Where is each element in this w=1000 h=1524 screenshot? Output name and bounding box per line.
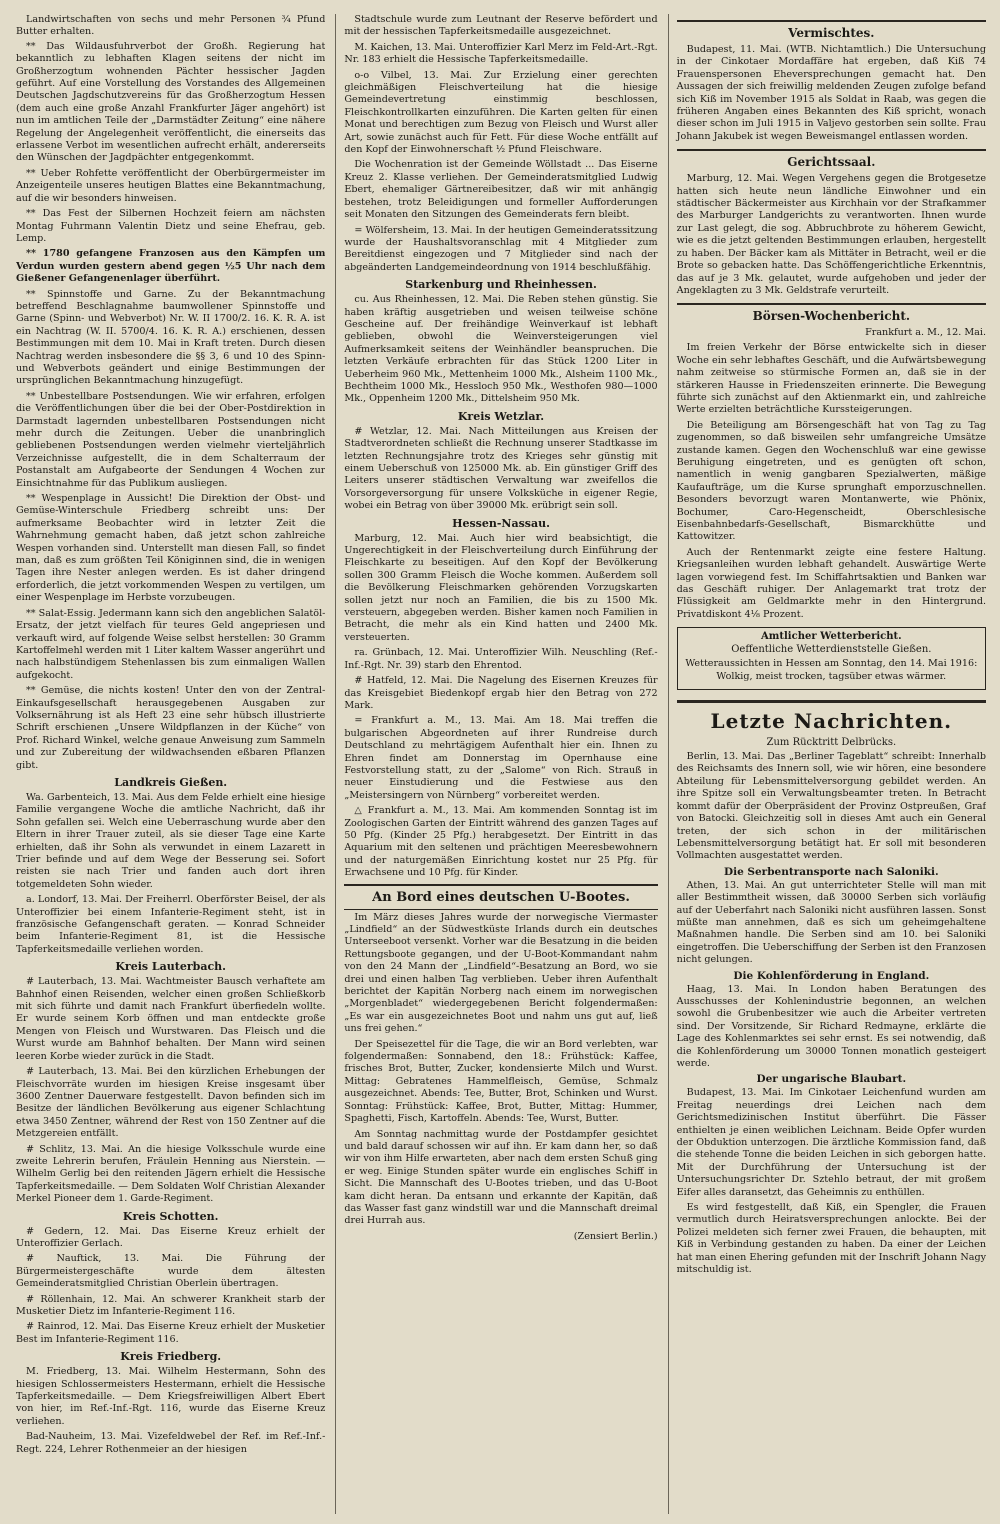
article-marburg: Marburg, 12. Mai. Auch hier wird beabsichtigt, die Ungerechtigkeit in der Fleischverteilung durch Einführung der Fleischkarte zu beseitigen. Auf den Kopf der Bevölkerung sollen 300 Gramm Fleisch die Woche kommen. Außerdem soll die Bevölkerung Fleischmarken gehörenden Vorzugskarten sollen jetzt nur noch an Familien, die bis zu 1500 Mk. versteuern, abgegeben werden. Bisher kamen noch Familien in Betracht, die mehr als ein Kind hatten und 2400 Mk. versteuerten.	[344, 532, 658, 643]
article-uboot-3: Am Sonntag nachmittag wurde der Postdampfer gesichtet und bald darauf schossen wir auf ihn. Er kam dann her, so daß wir von ihm Hilfe erwarteten, aber nach dem ersten Schuß ging er weg. Einige Stunden später wurde ein englisches Schiff in Sicht. Die Mannschaft des U-Bootes trieben, und das U-Boot kam dicht heran. Da entsann und erkannte der Kapitän, daß das Wasser fast ganz windstill war und die Mannschaft dreimal drei Hurrah aus.	[344, 1128, 658, 1227]
article-kaichen: M. Kaichen, 13. Mai. Unteroffizier Karl Merz im Feld-Art.-Rgt. Nr. 183 erhielt die Hessische Tapferkeitsmedaille.	[344, 41, 658, 66]
boerse-location: Frankfurt a. M., 12. Mai.	[865, 327, 987, 339]
article-berlin: Berlin, 13. Mai. Das „Berliner Tageblatt“ schreibt: Innerhalb des Reichsamts des Innern soll, wie wir hören, eine besondere Abteilung für Lebensmittelversorgung gebildet werden. An ihre Spitze soll ein Verwaltungsbeamter treten. In Betracht kommt dafür der Oberpräsident der Provinz Ostpreußen, Graf von Batocki. Gleichzeitig soll in dieses Amt auch ein General treten, der sich schon in der militärischen Lebensmittelversorgung betätigt hat. Er soll mit besonderen Vollmachten ausgestattet werden.	[676, 751, 987, 862]
article-uboot-1: Im März dieses Jahres wurde der norwegische Viermaster „Lindfield“ an der Südwestküste Irlands durch ein deutsches Unterseeboot versenkt. Vorher war die Besatzung in die beiden Rettungsboote gegangen, und der U-Boot-Kommandant nahm von den 24 Mann der „Lindfield“-Besatzung an Bord, wo sie drei und einen halben Tag verblieben. Ueber ihren Aufenthalt berichtet der Kapitän Norberg nach einem im norwegischen „Morgenbladet“ wiedergegebenen Bericht folgendermaßen: „Es war ein ausgezeichnetes Boot und nahm uns gut auf, ließ uns frei gehen.“	[344, 911, 658, 1035]
article-schlitz: # Schlitz, 13. Mai. An die hiesige Volksschule wurde eine zweite Lehrerin berufen, Fräulein Henning aus Nierstein. — Wilhelm Gerlig bei den reitenden Jägern erhielt die Hessische Tapferkeitsmedaille. — Dem Soldaten Wolf Christian Alexander Merkel Pioneer dem 1. Garde-Regiment.	[16, 1143, 326, 1205]
article-gefangene: ** 1780 gefangene Franzosen aus den Kämpfen um Verdun wurden gestern abend gegen ½5 Uhr nach dem Gießener Gefangenenlager überführt.	[16, 248, 326, 285]
weather-title: Amtlicher Wetterbericht.	[761, 631, 902, 643]
weather-subtitle: Oeffentliche Wetterdienststelle Gießen.	[731, 644, 932, 656]
top-fragment: Landwirtschaften von sechs und mehr Personen ¾ Pfund Butter erhalten.	[16, 14, 326, 38]
article-gemuese: ** Gemüse, die nichts kosten! Unter den von der Zentral-Einkaufsgesellschaft herausgegebenen Ausgaben zur Volksernährung ist als Heft 23 eine sehr hübsch illustrierte Schrift erschienen „Unsere Wildpflanzen in der Küche“ von Prof. Richard Winkel, welche genaue Anweisung zum Sammeln und zur Zubereitung der wildwachsenden eßbaren Pflanzen gibt.	[16, 685, 326, 771]
heading-gerichtssaal: Gerichtssaal.	[677, 149, 986, 169]
heading-uboot: An Bord eines deutschen U-Bootes.	[344, 884, 657, 910]
article-rohfette: ** Ueber Rohfette veröffentlicht der Oberbürgermeister im Anzeigenteile unseres heutigen Blattes eine Bekanntmachung, auf die wir besonders hinweisen.	[16, 167, 326, 204]
article-wetzlar: # Wetzlar, 12. Mai. Nach Mitteilungen aus Kreisen der Stadtverordneten schließt die Rechnung unserer Stadtkasse im letzten Rechnungsjahre trotz des Krieges sehr günstig mit einem Ueberschuß von 125000 Mk. ab. Ein günstiger Griff des Leiters unserer städtischen Verwaltung war zweifellos die Vorsorgeversorgung für unsere Volksküche in eigener Regie, wobei ein Betrag von über 39000 Mk. erübrigt sein soll.	[344, 425, 658, 512]
article-garbenteich: Wa. Garbenteich, 13. Mai. Aus dem Felde erhielt eine hiesige Familie vergangene Woche die amtliche Nachricht, daß ihr Sohn gefallen sei. Welch eine Ueberraschung wurde aber den Eltern in ihrer Trauer zuteil, als sie dieser Tage eine Karte erhielten, daß ihr Sohn als verwundet in einem Lazarett in Trier befinde und auf dem Wege der Besserung sei. Sofort reisten sie nach Trier und fanden auch dort ihren totgemeldeten Sohn wieder.	[16, 791, 326, 890]
article-vilbel: o-o Vilbel, 13. Mai. Zur Erzielung einer gerechten gleichmäßigen Fleischverteilung hat die hiesige Gemeindevertretung einstimmig beschlossen, Fleischkontrollkarten einzuführen. Die Karten gelten für einen Monat und berechtigen zum Bezug von Fleisch und Wurst aller Art, sowie zunächst auch für Fett. Für diese Woche entfällt auf den Kopf der Einwohnerschaft ½ Pfund Fleischware.	[344, 69, 658, 156]
article-wespenplage: ** Wespenplage in Aussicht! Die Direktion der Obst- und Gemüse-Winterschule Friedberg schreibt uns: Der aufmerksame Beobachter wird in letzter Zeit die Wahrnehmung gemacht haben, daß jetzt schon zahlreiche Wespen vorhanden sind. Unterstellt man diesen Fall, so findet man, daß es zum größten Teil Königinnen sind, die in wenigen Tagen ihre Nester anlegen werden. Es ist daher dringend erforderlich, die jetzt vorkommenden Wespen zu vertilgen, um einer Wespenplage im Herbste vorzubeugen.	[16, 493, 326, 604]
article-uboot-2: Der Speisezettel für die Tage, die wir an Bord verlebten, war folgendermaßen: Sonnabend, den 18.: Frühstück: Kaffee, frisches Brot, Butter, Zucker, kondensierte Milch und Wurst. Mittag: Gebratenes Hammelfleisch, Gemüse, Schmalz ausgezeichnet. Abends: Tee, Butter, Brot, Schinken und Wurst. Sonntag: Frühstück: Kaffee, Brot, Butter, Mittag: Hummer, Spaghetti, Fisch, Kartoffeln. Abends: Tee, Wurst, Butter.	[344, 1038, 658, 1125]
article-wildausfuhr: ** Das Wildausfuhrverbot der Großh. Regierung hat bekanntlich zu lebhaften Klagen seitens der nicht im Großherzogtum wohnenden Pächter hessischer Jagden geführt. Auf eine Vorstellung des Vorstandes des Allgemeinen Deutschen Jagdschutzvereins für das Großherzogtum Hessen (dem auch eine große Anzahl Frankfurter Jäger angehört) ist nun im amtlichen Teile der „Darmstädter Zeitung“ eine nähere Regelung der Angelegenheit veröffentlicht, die einerseits das erlassene Verbot im wesentlichen aufrecht erhält, andererseits den Wünschen der Jagdpächter entgegenkommt.	[16, 40, 326, 164]
heading-starkenburg: Starkenburg und Rheinhessen.	[405, 278, 597, 292]
article-boerse-2: Die Beteiligung am Börsengeschäft hat von Tag zu Tag zugenommen, so daß bisweilen sehr umfangreiche Umsätze zustande kamen. Gegen den Wochenschluß war eine gewisse Beruhigung eingetreten, und es genügten oft schon, namentlich in wenig gangbaren Spezialwerten, mäßige Kaufaufträge, um die Kurse sprunghaft emporzuschnellen. Besonders bevorzugt waren Montanwerte, wie Phönix, Bochumer, Caro-Hegenscheidt, Oberschlesische Eisenbahnbedarfs-Gesellschaft, Bismarckhütte und Kattowitzer.	[676, 419, 987, 543]
article-boerse-3: Auch der Rentenmarkt zeigte eine festere Haltung. Kriegsanleihen wurden lebhaft gehandelt. Auswärtige Werte lagen vorwiegend fest. Im Schiffahrtsaktien und Banken war das Geschäft ruhiger. Der Anlagemarkt trat trotz der Flüssigkeit am Geldmarkte mehr in den Hintergrund. Privatdiskont 4⅛ Prozent.	[676, 546, 987, 620]
article-lauterbach-2: # Lauterbach, 13. Mai. Bei den kürzlichen Erhebungen der Fleischvorräte wurden im hiesigen Kreise insgesamt über 3600 Zentner Dauerware festgestellt. Davon befinden sich im Besitze der ländlichen Bevölkerung aus eigener Schlachtung etwa 3450 Zentner, während der Rest von 150 Zentner auf die Metzgereien entfällt.	[16, 1066, 326, 1140]
article-postsendungen: ** Unbestellbare Postsendungen. Wie wir erfahren, erfolgen die Veröffentlichungen über die bei der Ober-Postdirektion in Darmstadt lagernden unbestellbaren Postsendungen nicht mehr durch die Zeitungen. Ueber die unanbringlich gebliebenen Postsendungen werden vielmehr vierteljährlich Verzeichnisse aufgestellt, die in dem Schalterraum der Postanstalt am Aufgabeorte der Sendungen 4 Wochen zur Einsichtnahme für das Publikum ausliegen.	[16, 390, 326, 489]
article-hatfeld: # Hatfeld, 12. Mai. Die Nagelung des Eisernen Kreuzes für das Kreisgebiet Biedenkopf ergab hier den Betrag von 272 Mark.	[344, 675, 658, 711]
heading-kohlenfoerderung: Die Kohlenförderung in England.	[733, 969, 930, 982]
article-londorf: a. Londorf, 13. Mai. Der Freiherrl. Oberförster Beisel, der als Unteroffizier bei einem Infanterie-Regiment steht, ist in französische Gefangenschaft geraten. — Konrad Schneider beim Infanterie-Regiment 81, ist die Hessische Tapferkeitsmedaille verliehen worden.	[16, 894, 326, 955]
heading-blaubart: Der ungarische Blaubart.	[756, 1073, 907, 1086]
heading-kreis-friedberg: Kreis Friedberg.	[120, 1350, 222, 1364]
article-gruenbach: ra. Grünbach, 12. Mai. Unteroffizier Wilh. Neuschling (Ref.-Inf.-Rgt. Nr. 39) starb den Ehrentod.	[344, 647, 658, 671]
column-middle	[335, 14, 657, 1514]
latest-subheading: Zum Rücktritt Delbrücks.	[766, 737, 897, 749]
heading-serbentransporte: Die Serbentransporte nach Saloniki.	[723, 865, 939, 878]
article-budapest-2: Budapest, 13. Mai. Im Cinkotaer Leichenfund wurden am Freitag neuerdings drei Leichen nach dem Gerichtsmedizinischen Institut überführt. Die Fässer enthielten je einen weiblichen Leichnam. Beide Opfer wurden der Obduktion unterzogen. Die ärztliche Kommission fand, daß die stehende Tonne die beiden Leichen in sich geborgen hatte. Mit der Durchführung der Untersuchung ist der Untersuchungsrichter Dr. Sztehlo betraut, der mit großem Eifer alles daransetzt, das Geheimnis zu enthüllen.	[676, 1087, 987, 1198]
heading-vermischtes: Vermischtes.	[677, 20, 986, 40]
article-salatessig: ** Salat-Essig. Jedermann kann sich den angeblichen Salatöl-Ersatz, der jetzt vielfach für teures Geld angepriesen und verkauft wird, auf folgende Weise selbst herstellen: 30 Gramm Kartoffelmehl werden mit 1 Liter kaltem Wasser angerührt und nach halbstündigem Stehenlassen bis zum einmaligen Wallen aufgekocht.	[16, 607, 326, 681]
article-frankfurt-1: = Frankfurt a. M., 13. Mai. Am 18. Mai treffen die bulgarischen Abgeordneten auf ihrer Rundreise durch Deutschland zu mehrtägigem Aufenthalt hier ein. Ihnen zu Ehren findet am Donnerstag im Opernhause eine Festvorstellung statt, zu der „Salome“ von Rich. Strauß in neuer Einstudierung und die Festwiese aus den „Meistersingern von Nürnberg“ vorbereitet werden.	[344, 715, 658, 801]
source-note: (Zensiert Berlin.)	[573, 1230, 658, 1242]
columns	[16, 14, 986, 1514]
article-haag: Haag, 13. Mai. In London haben Beratungen des Ausschusses der Kohlenindustrie begonnen, an welchen sowohl die Grubenbesitzer wie auch die Arbeiter vertreten sind. Der Vorsitzende, Sir Richard Redmayne, erklärte die Lage des Kohlenmarktes sei sehr ernst. Es sei notwendig, daß die Kohlenförderung um 30000 Tonnen monatlich gesteigert werde.	[676, 983, 987, 1069]
article-budapest-1: Budapest, 11. Mai. (WTB. Nichtamtlich.) Die Untersuchung in der Cinkotaer Mordaffäre hat ergeben, daß Kiß 74 Frauenspersonen Eheversprechungen gemacht hat. Den Aussagen der sich freiwillig meldenden Zeugen zufolge befand sich Kiß im November 1915 als Soldat in Raab, was gegen die früheren Angaben eines Bekannten des Kiß spricht, wonach dieser schon im Juli 1915 in Valjevo gestorben sein sollte. Frau Johann Jakubek ist wegen Beweismangel entlassen worden.	[676, 44, 987, 142]
article-spinnstoffe: ** Spinnstoffe und Garne. Zu der Bekanntmachung betreffend Beschlagnahme baumwollener Spinnstoffe und Garne (Spinn- und Webverbot) Nr. W. II 1700/2. 16. K. R. A. ist ein Nachtrag (W. II. 5700/4. 16. K. R. A.) erschienen, dessen Bestimmungen mit dem 10. Mai in Kraft treten. Durch diesen Nachtrag werden insbesondere die §§ 3, 6 und 10 des Spinn- und Webverbots geändert und einige Bestimmungen der ursprünglichen Bekanntmachung hinzugefügt.	[16, 288, 326, 387]
article-gedern: # Gedern, 12. Mai. Das Eiserne Kreuz erhielt der Unteroffizier Gerlach.	[16, 1225, 326, 1249]
article-gericht-marburg: Marburg, 12. Mai. Wegen Vergehens gegen die Brotgesetze hatten sich heute neun ländliche Einwohner und ein städtischer Bäckermeister aus Kirchhain vor der Strafkammer des Marburger Landgerichts zu verantworten. Ihnen wurde zur Last gelegt, die sog. Abbruchbrote zu höherem Gewicht, wie es die jetzt geltenden Bestimmungen erlauben, hergestellt zu haben. Der Bäcker kam als Mittäter in Betracht, weil er die Brote so gebacken hatte. Das Schöffengerichtliche Erkenntnis, das auf je 3 Mk. gelautet, wurde aufgehoben und jeder der Angeklagten zu 3 Mk. Geldstrafe verurteilt.	[676, 173, 987, 296]
article-roellenhain: # Röllenhain, 12. Mai. An schwerer Krankheit starb der Musketier Dietz im Infanterie-Regiment 116.	[16, 1293, 326, 1317]
heading-landkreis-giessen: Landkreis Gießen.	[114, 775, 228, 789]
heading-letzte-nachrichten: Letzte Nachrichten.	[677, 700, 986, 733]
heading-kreis-lauterbach: Kreis Lauterbach.	[115, 960, 226, 974]
article-athen: Athen, 13. Mai. An gut unterrichteter Stelle will man mit aller Bestimmtheit wissen, daß 30000 Serben sich vorläufig auf der Ueberfahrt nach Saloniki nicht ausführen lassen. Sonst müßte man annehmen, daß es sich um geheimgehaltene Maßnahmen handle. Die Serben sind am 10. bei Saloniki eingetroffen. Die Ueberschiffung der Serben ist den Franzosen nicht gelungen.	[676, 879, 987, 966]
heading-boerse: Börsen-Wochenbericht.	[677, 303, 986, 323]
article-boerse-1: Im freien Verkehr der Börse entwickelte sich in dieser Woche ein sehr lebhaftes Geschäft, und die Aufwärtsbewegung nahm zeitweise so stürmische Formen an, daß sie in der stärkeren Hausse in Friedenszeiten erinnerte. Die Bewegung führte sich zunächst auf den Aktienmarkt ein, und zahlreiche Werte erzielten beträchtliche Kurssteigerungen.	[676, 342, 987, 416]
article-nauftick: # Nauftick, 13. Mai. Die Führung der Bürgermeistergeschäfte wurde dem ältesten Gemeinderatsmitglied Christian Oberlein übertragen.	[16, 1253, 326, 1290]
article-rainrod: # Rainrod, 12. Mai. Das Eiserne Kreuz erhielt der Musketier Best im Infanterie-Regiment 116.	[16, 1321, 326, 1345]
article-silberhochzeit: ** Das Fest der Silbernen Hochzeit feiern am nächsten Montag Fuhrmann Valentin Dietz und seine Ehefrau, geb. Lemp.	[16, 208, 326, 244]
heading-kreis-wetzlar: Kreis Wetzlar.	[457, 409, 545, 423]
article-friedberg: M. Friedberg, 13. Mai. Wilhelm Hestermann, Sohn des hiesigen Schlossermeisters Hestermann, erhielt die Hessische Tapferkeitsmedaille. — Dem Kriegsfreiwilligen Albert Ebert von hier, im Ref.-Inf.-Rgt. 116, wurde das Eiserne Kreuz verliehen.	[16, 1366, 326, 1427]
article-gemeinderat: Die Wochenration ist der Gemeinde Wöllstadt ... Das Eiserne Kreuz 2. Klasse verliehen. Der Gemeinderatsmitglied Ludwig Ebert, ehemaliger Gärtnereibesitzer, daß wir mit anhängig bestehen, trotz Beleidigungen und formeller Aufforderungen seit Monaten den Sitzungen des Gemeinderats fern bleibt.	[344, 159, 658, 221]
article-continued: Stadtschule wurde zum Leutnant der Reserve befördert und mit der hessischen Tapferkeitsmedaille ausgezeichnet.	[344, 14, 658, 38]
column-left	[16, 14, 325, 1514]
article-lauterbach-1: # Lauterbach, 13. Mai. Wachtmeister Bausch verhaftete am Bahnhof einen Reisenden, welcher einen großen Schließkorb mit sich führte und damit nach Frankfurt überfiedeln wollte. Er wurde seinem Korb öffnen und man entdeckte große Mengen von Fleisch und Wurstwaren. Das Fleisch und die Wurst wurde am Bahnhof behalten. Der Mann wird seinen leeren Korbe wieder zurück in die Stadt.	[16, 976, 326, 1062]
article-bad-nauheim: Bad-Nauheim, 13. Mai. Vizefeldwebel der Ref. im Ref.-Inf.-Regt. 224, Lehrer Rothenmeier an der hiesigen	[16, 1431, 326, 1455]
weather-text: Wetteraussichten in Hessen am Sonntag, den 14. Mai 1916: Wolkig, meist trocken, tagsüber etwas wärmer.	[685, 658, 978, 682]
article-woelfersheim: = Wölfersheim, 13. Mai. In der heutigen Gemeinderatssitzung wurde der Haushaltsvoranschlag mit 4 Mitglieder zum Bereitdienst eingezogen und 7 Mitglieder sind nach der abgeänderten Landgemeindeordnung von 1914 beschlußfähig.	[344, 224, 658, 273]
column-right	[668, 14, 986, 1514]
article-frankfurt-2: △ Frankfurt a. M., 13. Mai. Am kommenden Sonntag ist im Zoologischen Garten der Eintritt während des ganzen Tages auf 50 Pfg. (Kinder 25 Pfg.) herabgesetzt. Der Eintritt in das Aquarium mit den seltenen und prächtigen Meeresbewohnern und der naturgemäßen Einrichtung kostet nur 25 Pfg. für Erwachsene und 10 Pfg. für Kinder.	[344, 805, 658, 879]
article-rheinhessen: cu. Aus Rheinhessen, 12. Mai. Die Reben stehen günstig. Sie haben kräftig ausgetrieben und weisen teilweise schöne Gescheine auf. Der freihändige Weinverkauf ist lebhaft geblieben, obwohl die Weinversteigerungen viel Aufmerksamkeit seitens der Weinhändler beanspruchen. Die letzten Verkäufe erbrachten für das Stück 1200 Liter in Ueberheim 960 Mk., Mettenheim 1000 Mk., Alsheim 1100 Mk., Bechtheim 1000 Mk., Hessloch 950 Mk., Westhofen 980—1000 Mk., Oppenheim 1200 Mk., Dittelsheim 950 Mk.	[344, 294, 658, 405]
weather-box	[677, 627, 986, 690]
heading-hessen-nassau: Hessen-Nassau.	[452, 516, 550, 530]
heading-kreis-schotten: Kreis Schotten.	[122, 1209, 219, 1223]
article-budapest-3: Es wird festgestellt, daß Kiß, ein Spengler, die Frauen vermutlich durch Heiratsversprechungen anlockte. Bei der Polizei meldeten sich ferner zwei Frauen, die behaupten, mit Kiß in Verbindung gestanden zu haben. Da einer der Leichen hat man einen Ehering gefunden mit der Inschrift Johann Nagy mitschuldig ist.	[676, 1202, 987, 1276]
